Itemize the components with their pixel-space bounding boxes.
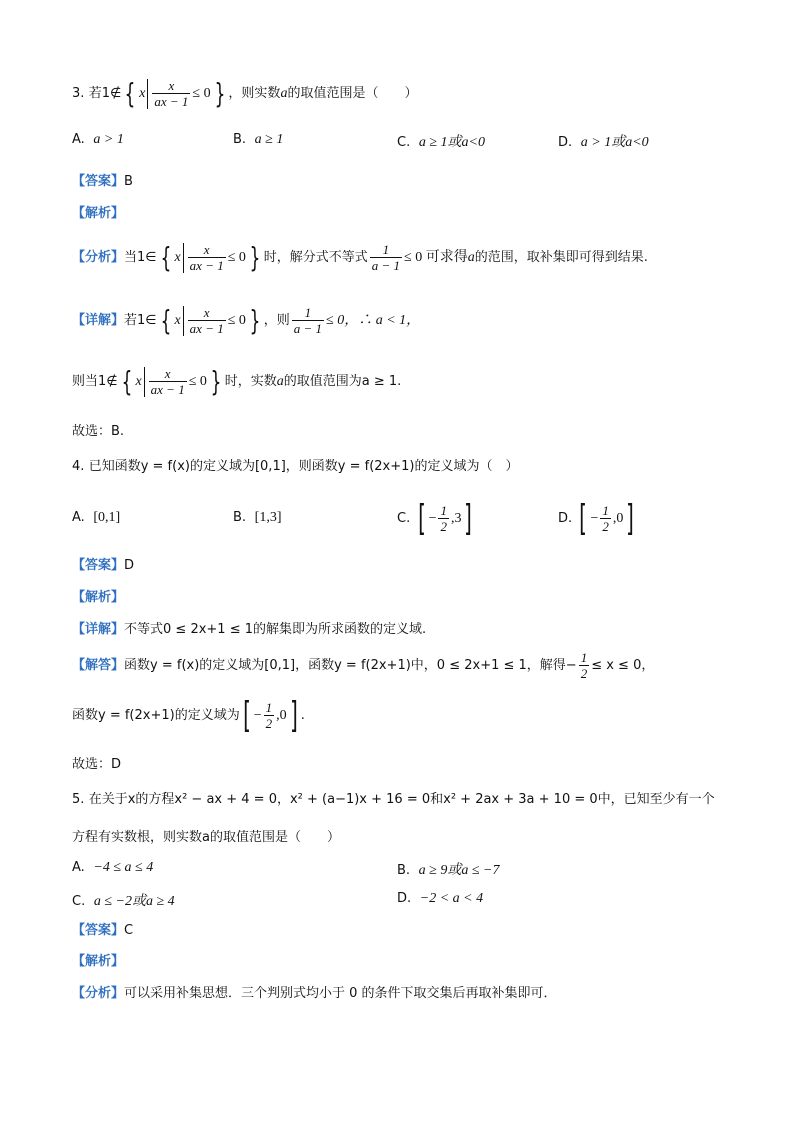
q4-option-d: D. [ − $\frac{1}{2}$ ,0]: [558, 498, 635, 539]
q5-stem-line-1: 5. 在关于x的方程x² − ax + 4 = 0，x² + (a−1)x + 16 = 0和x² + 2ax + 3a + 10 = 0中，已知至少有一个: [72, 792, 715, 807]
q5-option-b: B. a ≥ 9或a ≤ −7: [397, 863, 500, 878]
q3-option-a: A. a > 1: [72, 132, 124, 147]
q3-set-condition: ≤ 0: [192, 86, 211, 101]
q3-fenxi-fraction: $\frac{1}{a - 1}$: [371, 242, 401, 273]
q5-fenxi: 【分析】可以采用补集思想．三个判别式均小于 0 的条件下取交集后再取补集即可．: [72, 986, 557, 1001]
q5-stem-line-2: 方程有实数根，则实数a的取值范围是（ ）: [72, 830, 340, 845]
q3-stem-part-c: 的取值范围是（ ）: [287, 86, 418, 101]
q5-option-d: D. −2 < a < 4: [397, 891, 484, 906]
q3-xiangjie: 【详解】若1∈ { x $\frac{x}{ax - 1}$ ≤ 0 } ，则 $\frac{1}{a - 1}$ ≤ 0，∴ a < 1，: [72, 303, 421, 337]
q4-stem: 4. 已知函数y = f(x)的定义域为[0,1]，则函数y = f(2x+1)的定义域为（ ）: [72, 459, 519, 474]
q5-option-a: A. −4 ≤ a ≤ 4: [72, 860, 154, 875]
q4-analysis-heading: 【解析】: [72, 590, 125, 605]
q3-option-b: B. a ≥ 1: [233, 132, 284, 147]
q3-stem-part-b: ，则实数: [228, 86, 281, 101]
q4-option-b: B. [1,3]: [233, 510, 282, 525]
q4-jieda: 【解答】函数y = f(x)的定义域为[0,1]，函数y = f(2x+1)中，0 ≤ 2x+1 ≤ 1，解得− $\frac{1}{2}$ ≤ x ≤ 0，: [72, 650, 655, 681]
q3-choose: 故选：B.: [72, 424, 125, 439]
q5-analysis-heading: 【解析】: [72, 954, 125, 969]
q3-set-fraction: $\frac{x}{ax - 1}$: [154, 78, 189, 109]
q5-answer: 【答案】C: [72, 923, 134, 938]
q3-stem: 3. 若1∉ { x $\frac{x}{ax - 1}$ ≤ 0 } ，则实数a的取值范围是（ ）: [72, 76, 418, 110]
q3-option-d: D. a > 1或a<0: [558, 135, 649, 150]
q3-answer: 【答案】B: [72, 174, 133, 189]
q4-option-c: C. [ − $\frac{1}{2}$ ,3]: [397, 498, 473, 539]
q3-analysis-heading: 【解析】: [72, 206, 125, 221]
q3-stem-part-a: 若1∉: [88, 86, 122, 101]
q3-number: 3.: [72, 86, 85, 101]
q3-stem-var: a: [280, 86, 288, 101]
q4-choose: 故选：D: [72, 757, 122, 772]
q4-answer: 【答案】D: [72, 558, 135, 573]
q3-fenxi: 【分析】当1∈ { x $\frac{x}{ax - 1}$ ≤ 0 } 时，解分式不等式 $\frac{1}{a - 1}$ ≤ 0 可求得a的范围，取补集即可得到结果.: [72, 240, 648, 274]
q4-option-a: A. [0,1]: [72, 510, 121, 525]
q3-option-c: C. a ≥ 1或a<0: [397, 135, 485, 150]
q3-xiangjie-2: 则当1∉ { x $\frac{x}{ax - 1}$ ≤ 0 } 时，实数a的取值范围为a ≥ 1.: [72, 364, 402, 398]
q5-option-c: C. a ≤ −2或a ≥ 4: [72, 894, 175, 909]
q4-xiangjie: 【详解】不等式0 ≤ 2x+1 ≤ 1的解集即为所求函数的定义域.: [72, 622, 427, 637]
q3-set-var: x: [139, 86, 146, 101]
q4-jieda-2: 函数y = f(2x+1)的定义域为[ − $\frac{1}{2}$ ,0] .: [72, 694, 305, 736]
